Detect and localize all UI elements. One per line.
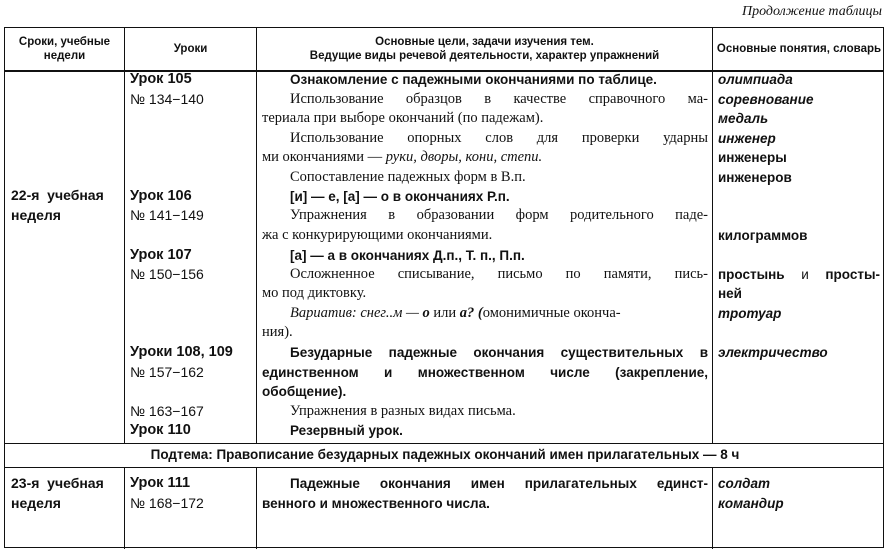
vocab-competition: соревнование: [718, 92, 814, 107]
vocab-engineers-gen: инженеров: [718, 170, 792, 185]
content-writing-exercises: Упражнения в разных видах письма.: [290, 403, 516, 419]
header-lessons: Уроки: [173, 42, 208, 55]
header-vocab: Основные понятия, словарь: [716, 42, 882, 55]
header-goals-line2: Ведущие виды речевой деятельности, характер упражнений: [309, 50, 660, 62]
content-samples-line1: Использование образцов в качестве справочного ма-: [290, 91, 708, 107]
lessons-108-109-exercises: № 157−162: [130, 364, 204, 380]
subtopic-row: Подтема: Правописание безударных падежных окончаний имен прилагательных — 8 ч: [150, 447, 740, 462]
vocab-kilograms: килограммов: [718, 228, 808, 243]
content-unstressed-line3: обобщение).: [262, 384, 347, 399]
content-unstressed-line1: Безударные падежные окончания существительных в: [290, 345, 708, 360]
lesson-107-exercises: № 150−156: [130, 266, 204, 282]
content-copying-line2: мо под диктовку.: [262, 285, 367, 301]
vocab-engineer: инженер: [718, 131, 776, 146]
vocab-electricity: электричество: [718, 345, 828, 360]
lessons-108-109-exercises-2: № 163−167: [130, 403, 204, 419]
lesson-110: Урок 110: [130, 422, 191, 438]
col-divider-1: [124, 28, 125, 443]
subtopic-top-divider: [5, 443, 883, 444]
header-goals-line1: Основные цели, задачи изучения тем.: [375, 35, 594, 48]
curriculum-table: [4, 27, 884, 548]
content-compare-forms: Сопоставление падежных форм в В.п.: [290, 169, 526, 185]
content-intro-endings: Ознакомление с падежными окончаниями по таблице.: [290, 72, 657, 87]
lesson-107: Урок 107: [130, 247, 192, 263]
header-goals: [257, 28, 712, 70]
content-genitive-ex-line1: Упражнения в образовании форм родительного паде-: [290, 207, 708, 223]
content-genitive-rule: [и] — е, [а] — о в окончаниях Р.п.: [290, 189, 510, 204]
subtopic-bottom-divider: [5, 467, 883, 468]
content-variative-line2: ния).: [262, 324, 293, 340]
week-23-label: [11, 474, 119, 513]
vocab-soldier: солдат: [718, 476, 771, 491]
week-22-label: [11, 186, 119, 225]
content-genitive-ex-line2: жа с конкурирующими окончаниями.: [262, 227, 493, 243]
lessons-108-109: Уроки 108, 109: [130, 344, 233, 360]
content-variative-line1: Вариатив: снег..м — о или а? (омонимичные оконча-: [290, 305, 621, 321]
col-divider-2: [256, 28, 257, 443]
col-divider-2b: [256, 467, 257, 549]
content-keywords-line2: ми окончаниями — руки, дворы, кони, степи.: [262, 149, 543, 165]
lesson-105-exercises: № 134−140: [130, 91, 204, 107]
col-divider-1b: [124, 467, 125, 549]
content-adjective-endings-line1: Падежные окончания имен прилагательных единст-: [290, 476, 708, 491]
content-keywords-examples: руки, дворы, кони, степи.: [385, 149, 543, 165]
week-22-label-b: неделя: [11, 206, 61, 223]
table-continuation-caption: Продолжение таблицы: [741, 4, 882, 19]
content-samples-line2: териала при выборе окончаний (по падежам).: [262, 110, 544, 126]
lesson-111: Урок 111: [130, 475, 191, 491]
vocab-medal: медаль: [718, 111, 769, 126]
lesson-111-exercises: № 168−172: [130, 495, 204, 511]
vocab-sheets-line1: простынь и просты-: [718, 267, 880, 282]
content-reserve-lesson: Резервный урок.: [290, 423, 403, 438]
week-22-label-a: 22-я учебная: [11, 187, 104, 203]
vocab-olympiad: олимпиада: [718, 72, 793, 87]
vocab-commander: командир: [718, 496, 784, 511]
week-23-label-b: неделя: [11, 494, 61, 511]
lesson-106-exercises: № 141−149: [130, 207, 204, 223]
lesson-106: Урок 106: [130, 188, 192, 204]
vocab-sidewalk: тротуар: [718, 306, 782, 321]
vocab-sheets-line2: ней: [718, 286, 742, 301]
header-weeks: Сроки, учебные недели: [18, 35, 111, 62]
content-unstressed-line2: единственном и множественном числе (закрепление,: [262, 365, 708, 380]
week-23-label-a: 23-я учебная: [11, 475, 104, 491]
lesson-105: Урок 105: [130, 71, 192, 87]
col-divider-3: [712, 28, 713, 443]
content-dative-rule: [а] — а в окончаниях Д.п., Т. п., П.п.: [290, 248, 525, 263]
content-adjective-endings-line2: венного и множественного числа.: [262, 496, 490, 511]
content-keywords-line1: Использование опорных слов для проверки ударны: [290, 130, 708, 146]
vocab-engineers: инженеры: [718, 150, 787, 165]
content-copying-line1: Осложненное списывание, письмо по памяти, пись-: [290, 266, 708, 282]
col-divider-3b: [712, 467, 713, 549]
